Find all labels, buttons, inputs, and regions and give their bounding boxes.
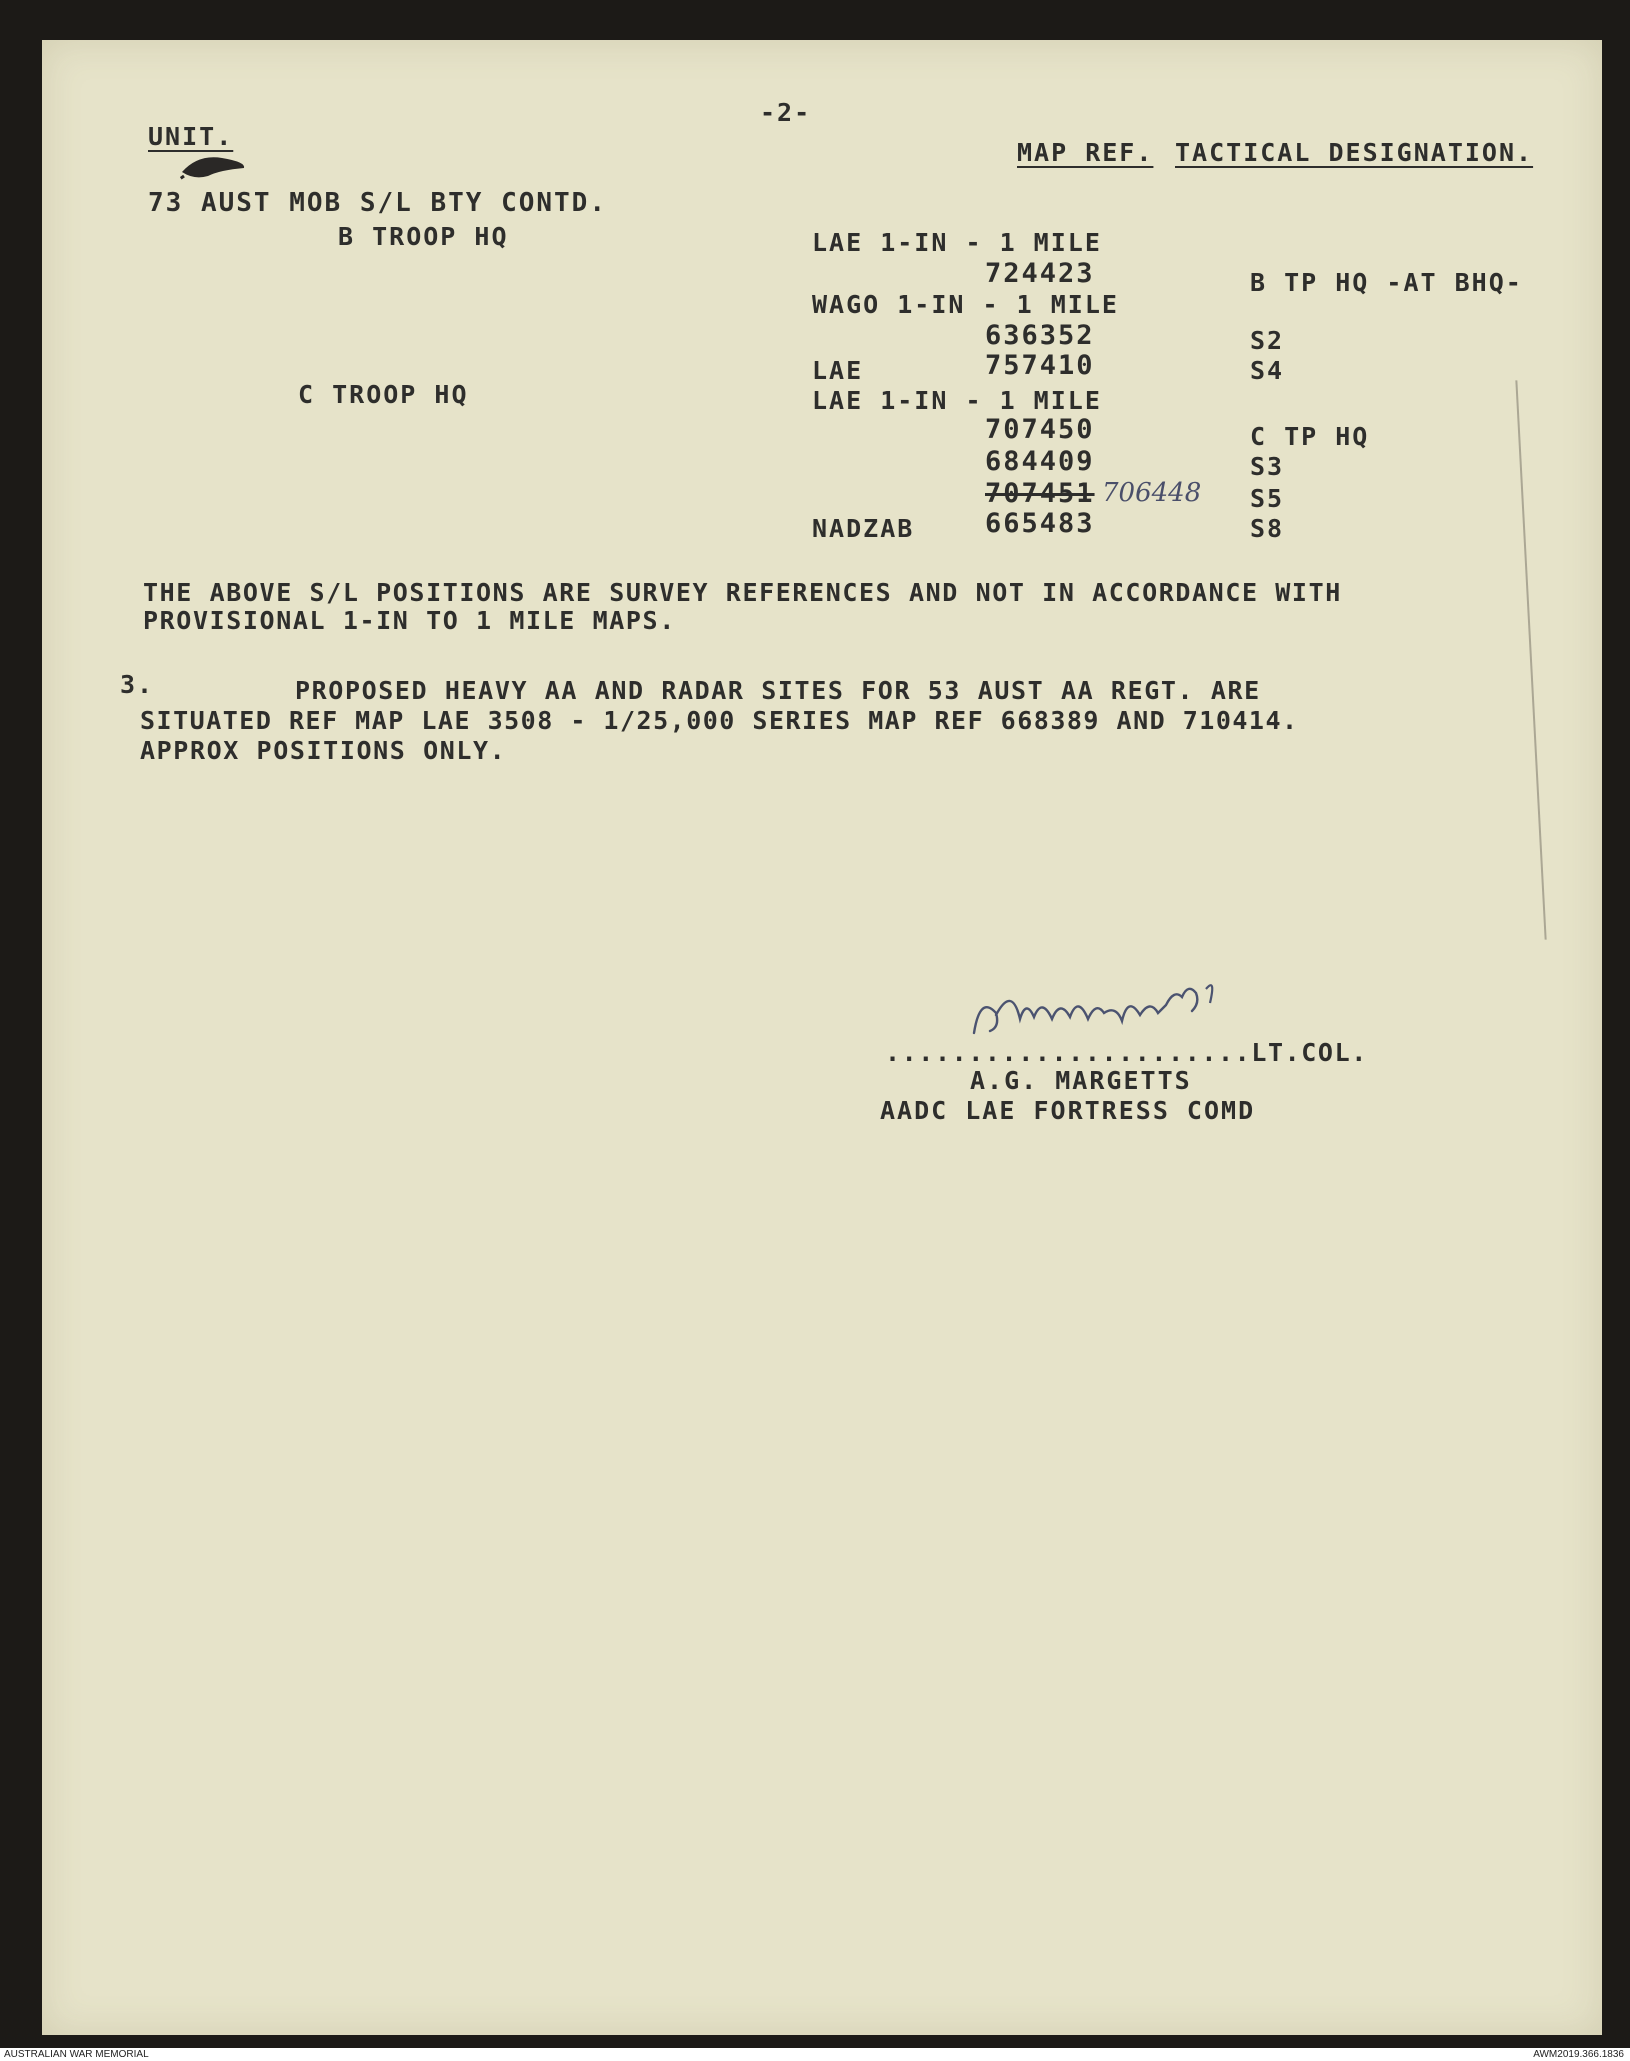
b-troop-map1: LAE 1-IN - 1 MILE (812, 228, 1102, 257)
c-troop-tac2: S3 (1250, 452, 1285, 481)
page-number: -2- (760, 98, 812, 127)
signature-name: A.G. MARGETTS (970, 1066, 1192, 1095)
footer-bar (0, 2048, 1630, 2061)
header-tactical-designation: TACTICAL DESIGNATION. (1175, 138, 1534, 167)
b-troop-tac2: S2 (1250, 326, 1285, 355)
para3-line-2: SITUATED REF MAP LAE 3508 - 1/25,000 SERIES MAP REF 668389 AND 710414. (140, 706, 1299, 735)
b-troop-ref1: 724423 (985, 258, 1095, 289)
ink-blot (180, 150, 250, 180)
header-unit: UNIT. (148, 122, 234, 151)
header-map-ref: MAP REF. (1017, 138, 1154, 167)
para3-line-1: PROPOSED HEAVY AA AND RADAR SITES FOR 53 AUST AA REGT. ARE (295, 676, 1261, 705)
unit-name: 73 AUST MOB S/L BTY CONTD. (148, 188, 607, 218)
c-troop-ref1: 707450 (985, 414, 1095, 445)
c-troop-ref3-correction: 706448 (1102, 478, 1202, 508)
c-troop-label: C TROOP HQ (298, 380, 469, 409)
b-troop-label: B TROOP HQ (338, 222, 509, 251)
footer-right: AWM2019.366.1836 (1533, 2049, 1624, 2060)
b-troop-tac3: S4 (1250, 356, 1285, 385)
c-troop-ref4: 665483 (985, 508, 1095, 539)
c-troop-tac1: C TP HQ (1250, 422, 1370, 451)
c-troop-ref3-struck: 707451 (985, 478, 1095, 509)
c-troop-tac4: S8 (1250, 514, 1285, 543)
note-line-2: PROVISIONAL 1-IN TO 1 MILE MAPS. (143, 606, 676, 635)
signature-dots-line: ......................LT.COL. (885, 1038, 1368, 1067)
b-troop-tac1: B TP HQ -AT BHQ- (1250, 268, 1523, 297)
b-troop-ref3: 757410 (985, 350, 1095, 381)
footer-left: AUSTRALIAN WAR MEMORIAL (4, 2049, 149, 2060)
b-troop-ref2: 636352 (985, 320, 1095, 351)
signature-title: AADC LAE FORTRESS COMD (880, 1096, 1256, 1125)
note-line-1: THE ABOVE S/L POSITIONS ARE SURVEY REFERENCES AND NOT IN ACCORDANCE WITH (143, 578, 1342, 607)
handwritten-signature (970, 975, 1280, 1045)
document-page (42, 40, 1602, 2035)
c-troop-map4: NADZAB (812, 514, 915, 543)
c-troop-ref2: 684409 (985, 446, 1095, 477)
para3-line-3: APPROX POSITIONS ONLY. (140, 736, 507, 765)
c-troop-tac3: S5 (1250, 484, 1285, 513)
para3-number: 3. (120, 670, 155, 699)
b-troop-map3: LAE (812, 356, 864, 385)
b-troop-map2: WAGO 1-IN - 1 MILE (812, 290, 1119, 319)
c-troop-map1: LAE 1-IN - 1 MILE (812, 386, 1102, 415)
